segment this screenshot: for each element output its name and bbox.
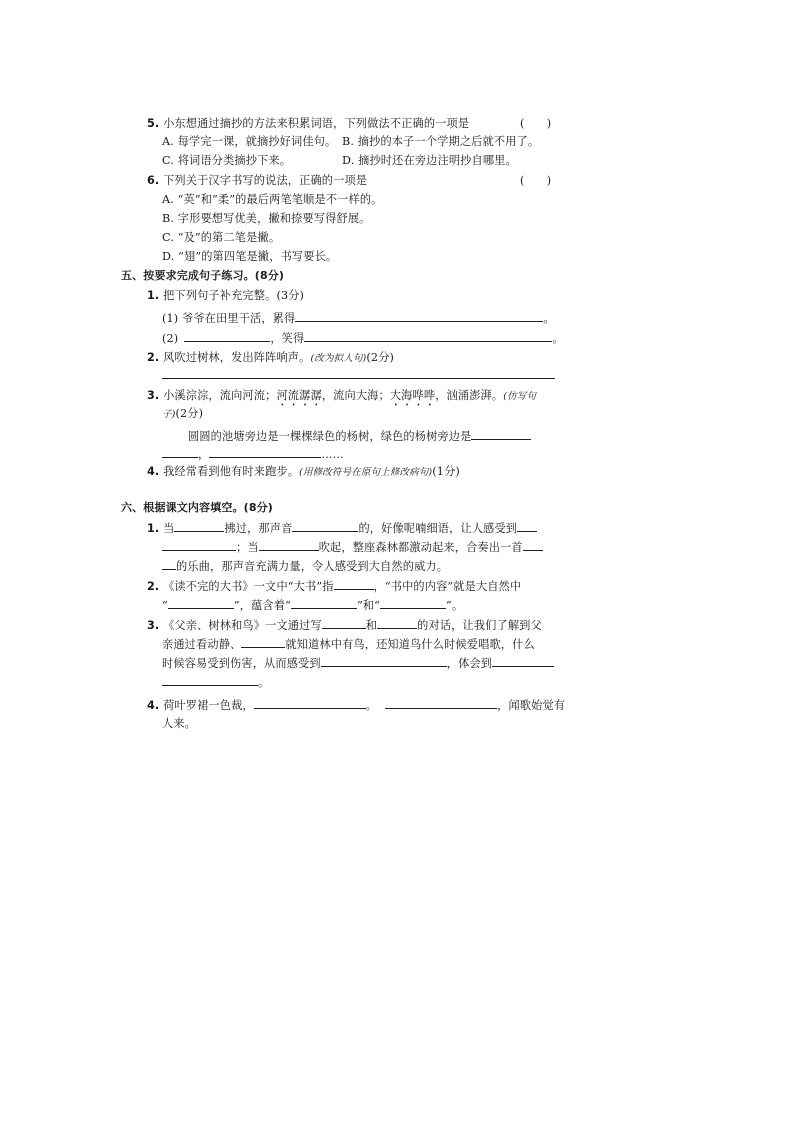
s6-q1-line1 [147, 520, 537, 537]
s5-q3-ellipsis: …… [321, 448, 345, 461]
s5-q4-note: (用修改符号在原句上修改病句) [299, 467, 433, 478]
s6-q3-text-g: ，体会到 [446, 657, 493, 670]
s6-q3-blank-3[interactable] [241, 636, 285, 648]
s6-q1-text-b: 拂过，那声音 [224, 522, 293, 535]
s6-q3-text-e: 就知道林中有鸟，还知道鸟什么时候爱唱歌，什么 [285, 638, 535, 651]
s6-q1-blank-1[interactable] [174, 520, 224, 532]
s5-q1-line2-label: (2) [162, 332, 179, 345]
s6-q2-text-d: ”，蕴含着“ [233, 599, 291, 612]
s5-q3-score: (2分) [175, 407, 204, 420]
q5-option-c: C. 将词语分类摘抄下来。 [162, 154, 292, 167]
s6-q2-text-a: 《读不完的大书》一文中“大书”指 [163, 580, 334, 593]
s5-q3-blank-2[interactable] [162, 446, 198, 458]
q6-option-a: A. “英”和“柔”的最后两笔笔顺是不一样的。 [162, 193, 383, 206]
s6-q1-text-c: 的，好像呢喃细语，让人感受到 [358, 522, 518, 535]
q5-stem-text: 小东想通过摘抄的方法来积累词语，下列做法不正确的一项是 [163, 117, 470, 130]
s6-q3-line2 [162, 636, 535, 653]
s5-q3-note-2: 子) [162, 409, 176, 420]
q5-option-b: B. 摘抄的本子一个学期之后就不用了。 [342, 135, 540, 148]
s5-q1-line2-text: ，笑得 [270, 332, 305, 345]
q5-number: 5. [147, 117, 160, 130]
s6-q1-blank-4[interactable] [259, 539, 319, 551]
q5-stem [147, 116, 469, 132]
s6-q3-text-f: 时候容易受到伤害，从而感受到 [162, 657, 321, 670]
s5-q3-blank-1[interactable] [471, 428, 531, 440]
s5-q4-score: (1分) [432, 465, 460, 478]
s5-q2-note: (改为拟人句) [310, 353, 367, 364]
s6-q4-line1 [147, 697, 565, 714]
s5-q3-comma: ， [198, 448, 210, 461]
s5-q1-line1 [162, 310, 555, 327]
q5-option-d: D. 摘抄时还在旁边注明抄自哪里。 [342, 154, 517, 167]
s5-q3-text-1: 小溪淙淙，流向河流； [163, 389, 277, 402]
s5-q4-number: 4. [147, 465, 160, 478]
s6-q3-number: 3. [147, 619, 160, 632]
s6-q4-text-a: 荷叶罗裙一色裁， [163, 699, 254, 712]
s5-q3-line1 [188, 428, 531, 445]
s5-q1-line1-end: 。 [543, 312, 555, 325]
s6-q3-blank-5b[interactable] [162, 674, 258, 686]
s5-q3-text-3: ，流向大海； [321, 389, 390, 402]
s6-q3-line4 [162, 674, 269, 691]
q6-stem [147, 173, 367, 189]
s5-q1-line2 [162, 330, 564, 347]
s5-q3-note: (仿写句 [503, 391, 537, 402]
s6-q2-text-c: “ [162, 599, 168, 612]
s6-q4-blank-1[interactable] [254, 697, 366, 709]
s6-q1-blank-2[interactable] [292, 520, 358, 532]
s6-q3-blank-5[interactable] [492, 655, 554, 667]
s6-q2-blank-4[interactable] [380, 597, 446, 609]
s6-q3-line1 [147, 617, 542, 634]
s5-q1-blank-3[interactable] [304, 330, 552, 342]
s5-q2-stem [147, 350, 394, 367]
s6-q2-blank-1[interactable] [334, 578, 374, 590]
q6-answer-paren[interactable]: ( ) [520, 174, 552, 187]
s6-q2-text-f: ”。 [446, 599, 464, 612]
s6-q4-text-c: ，闻歌始觉有 [497, 699, 566, 712]
s5-q3-number: 3. [147, 389, 160, 402]
s6-q4-blank-2[interactable] [385, 697, 497, 709]
s6-q3-blank-2[interactable] [377, 617, 417, 629]
q6-option-b: B. 字形要想写优美，撇和捺要写得舒展。 [162, 212, 371, 225]
q6-option-c: C. “及”的第二笔是撇。 [162, 231, 281, 244]
s6-q1-blank-3[interactable] [517, 520, 537, 532]
s6-q2-line1 [147, 578, 521, 595]
s5-q3-stem [147, 388, 536, 409]
section-5-title: 五、按要求完成句子练习。(8分) [121, 269, 285, 282]
s5-q1-line1-text: (1) 爷爷在田里干活，累得 [162, 312, 296, 325]
s6-q2-blank-2[interactable] [168, 597, 234, 609]
s5-q3-text-2: 河流潺潺 [276, 389, 322, 402]
s6-q2-blank-3[interactable] [291, 597, 357, 609]
s6-q3-blank-1[interactable] [322, 617, 366, 629]
s5-q3-text-5: ，汹涌澎湃。 [435, 389, 504, 402]
s6-q4-text-b: 。 [365, 699, 378, 712]
s5-q4-text[interactable]: 我经常看到他有时来跑步。 [163, 465, 300, 478]
s6-q3-text-b: 和 [365, 619, 378, 632]
s6-q1-text-d: ；当 [236, 541, 259, 554]
s6-q3-blank-4[interactable] [321, 655, 447, 667]
s5-q2-score: (2分) [366, 351, 395, 364]
s6-q1-line3 [162, 558, 448, 575]
q6-number: 6. [147, 174, 160, 187]
s5-q3-model: 圆圆的池塘旁边是一棵棵绿色的杨树，绿色的杨树旁边是 [188, 430, 472, 443]
s6-q3-text-a: 《父亲、树林和鸟》一文通过写 [163, 619, 322, 632]
q6-option-d: D. “翅”的第四笔是撇，书写要长。 [162, 250, 338, 263]
q6-stem-text: 下列关于汉字书写的说法，正确的一项是 [163, 174, 368, 187]
s6-q1-number: 1. [147, 522, 160, 535]
s6-q4-line2: 人来。 [162, 717, 197, 730]
s6-q1-blank-3b[interactable] [162, 539, 236, 551]
s6-q1-text-a: 当 [163, 522, 175, 535]
s6-q1-line2 [162, 539, 543, 556]
s5-q1-text: 把下列句子补充完整。(3分) [163, 289, 305, 302]
s6-q3-text-d: 亲通过看动静、 [162, 638, 242, 651]
s5-q4-stem [147, 464, 460, 481]
s5-q1-line2-end: 。 [552, 332, 564, 345]
s5-q2-number: 2. [147, 351, 160, 364]
s5-q2-answer-line[interactable] [162, 378, 555, 379]
s6-q1-text-f: 的乐曲，那声音充满力量，令人感受到大自然的威力。 [176, 560, 449, 573]
s6-q1-blank-5[interactable] [523, 539, 543, 551]
s5-q1-number: 1. [147, 289, 160, 302]
s5-q2-text: 风吹过树林，发出阵阵响声。 [163, 351, 311, 364]
s6-q2-number: 2. [147, 580, 160, 593]
s5-q1-stem [147, 288, 304, 304]
s6-q2-text-e: ”和“ [356, 599, 381, 612]
s6-q1-text-e: 吹起，整座森林都激动起来，合奏出一首 [318, 541, 523, 554]
q5-answer-paren[interactable]: ( ) [520, 117, 552, 130]
s6-q3-text-c: 的对话，让我们了解到父 [417, 619, 542, 632]
s6-q2-line2 [162, 597, 463, 614]
section-6-title: 六、根据课文内容填空。(8分) [121, 501, 273, 514]
s6-q2-text-b: ，“书中的内容”就是大自然中 [373, 580, 522, 593]
s5-q3-note-line [162, 406, 203, 423]
s5-q3-text-4: 大海哗哗 [389, 389, 436, 402]
s6-q3-text-h: 。 [258, 676, 270, 689]
s6-q3-line3 [162, 655, 554, 672]
s6-q1-blank-5b[interactable] [162, 558, 176, 570]
s5-q1-blank-2[interactable] [184, 330, 270, 342]
s5-q3-line2 [162, 446, 344, 463]
s6-q4-number: 4. [147, 699, 160, 712]
q5-option-a: A. 每学完一课，就摘抄好词佳句。 [162, 135, 337, 148]
s5-q1-blank-1[interactable] [295, 310, 543, 322]
s5-q3-blank-3[interactable] [209, 446, 321, 458]
